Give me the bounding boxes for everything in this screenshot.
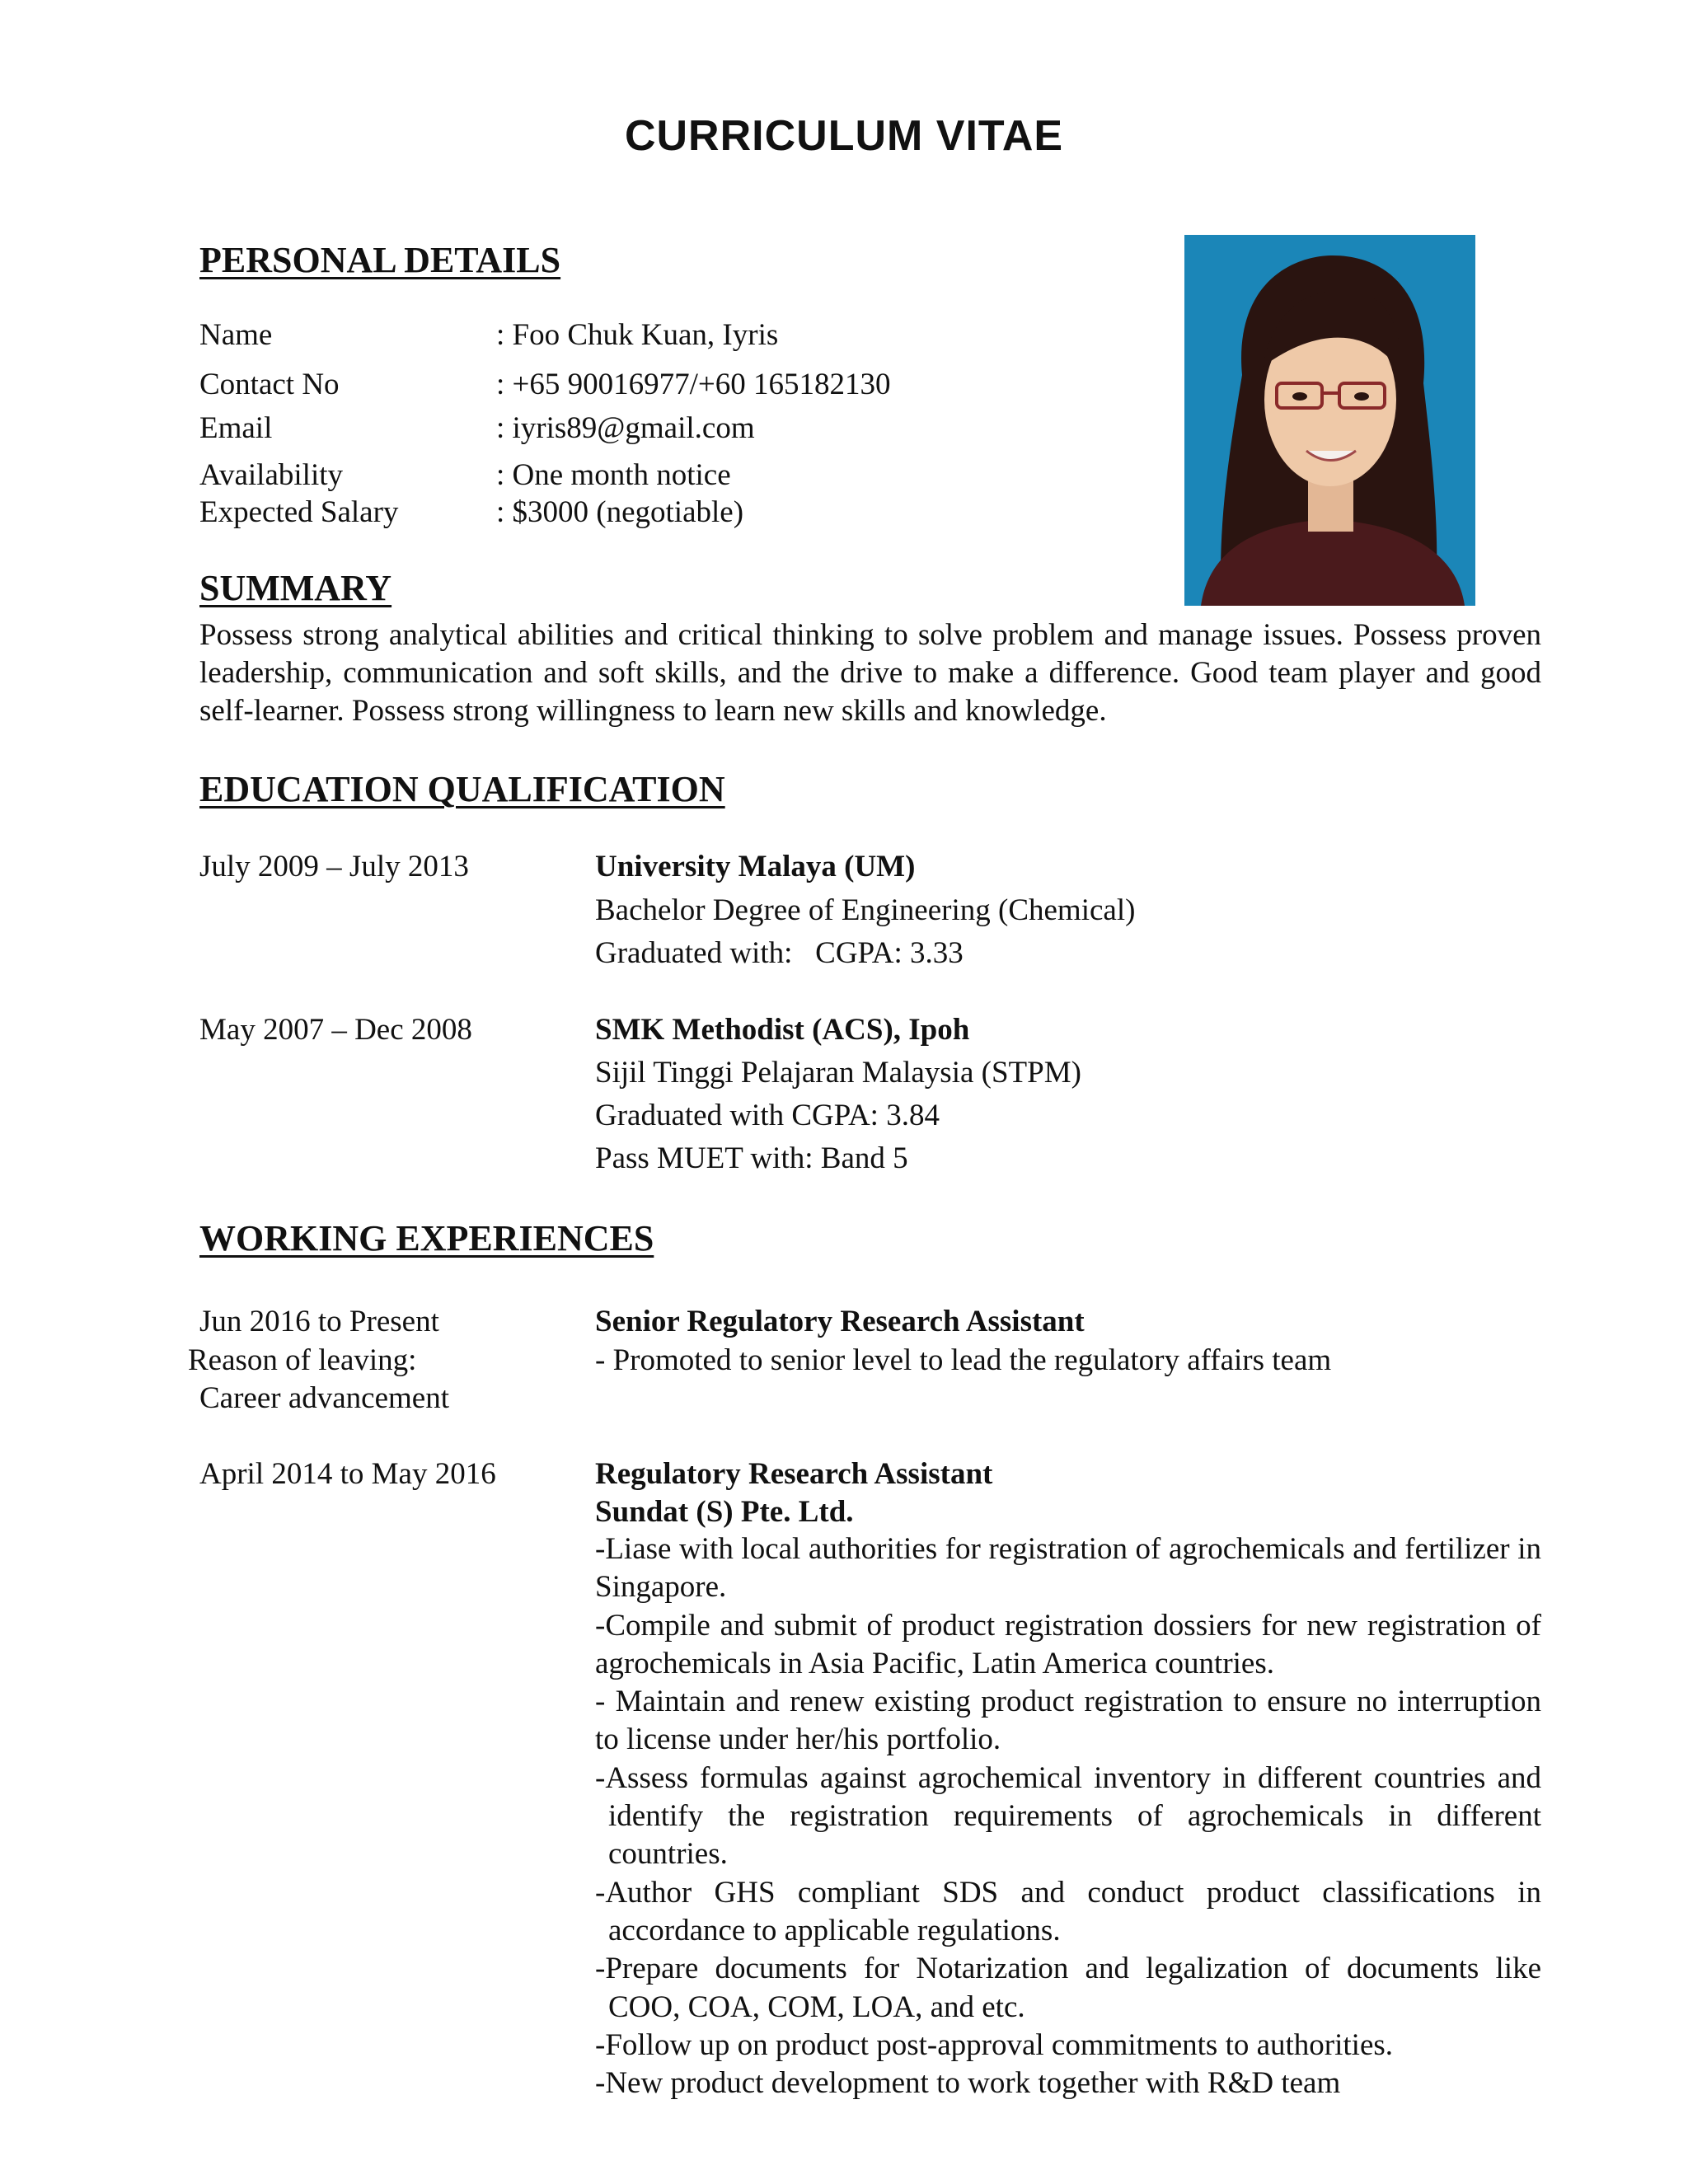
summary-heading: SUMMARY bbox=[199, 568, 392, 608]
email-value: : iyris89@gmail.com bbox=[496, 411, 755, 445]
education-detail: Bachelor Degree of Engineering (Chemical) bbox=[595, 893, 1136, 927]
duties-list bbox=[595, 1530, 1541, 2102]
salary-label: Expected Salary bbox=[199, 495, 399, 529]
personal-details-heading: PERSONAL DETAILS bbox=[199, 240, 561, 280]
job-dates: Jun 2016 to Present bbox=[199, 1305, 439, 1338]
availability-label: Availability bbox=[199, 458, 343, 492]
education-detail: Sijil Tinggi Pelajaran Malaysia (STPM) bbox=[595, 1056, 1081, 1090]
job-duty: -Follow up on product post-approval commitments to authorities. bbox=[595, 2027, 1394, 2062]
job-duty: -Assess formulas against agrochemical inventory in different countries and identify the registration requirements of agrochemicals in different countries. bbox=[595, 1760, 1541, 1872]
job-duty: -Prepare documents for Notarization and legalization of documents like COO, COA, COM, LOA, and etc. bbox=[595, 1952, 1541, 2024]
experience-heading: WORKING EXPERIENCES bbox=[199, 1218, 654, 1258]
job-title: Regulatory Research Assistant bbox=[595, 1457, 993, 1491]
company-name: Sundat (S) Pte. Ltd. bbox=[595, 1495, 854, 1529]
job-title: Senior Regulatory Research Assistant bbox=[595, 1305, 1085, 1338]
contact-label: Contact No bbox=[199, 368, 340, 401]
profile-photo bbox=[1184, 235, 1475, 606]
job-duty: - Maintain and renew existing product registration to ensure no interruption to license under her/his portfolio. bbox=[595, 1685, 1541, 1757]
job-duty: - Promoted to senior level to lead the regulatory affairs team bbox=[595, 1343, 1332, 1377]
education-institution: University Malaya (UM) bbox=[595, 850, 916, 883]
job-duty: -Author GHS compliant SDS and conduct product classifications in accordance to applicable regulations. bbox=[595, 1875, 1541, 1947]
education-dates: May 2007 – Dec 2008 bbox=[199, 1013, 472, 1047]
summary-text: Possess strong analytical abilities and critical thinking to solve problem and manage issues. Possess proven leadership, communication and soft skills, and the drive to make a difference. Good team player and good self-learner. Possess strong willingness to learn new skills and knowledge. bbox=[199, 618, 1541, 728]
reason-value: Career advancement bbox=[199, 1381, 450, 1415]
email-label: Email bbox=[199, 411, 273, 445]
education-detail: Graduated with CGPA: 3.84 bbox=[595, 1099, 940, 1132]
education-detail: Pass MUET with: Band 5 bbox=[595, 1141, 908, 1175]
job-duty: -Compile and submit of product registration dossiers for new registration of agrochemicals in Asia Pacific, Latin America countries. bbox=[595, 1608, 1541, 1680]
name-label: Name bbox=[199, 318, 273, 352]
education-detail: Graduated with: CGPA: 3.33 bbox=[595, 936, 964, 970]
availability-value: : One month notice bbox=[496, 458, 731, 492]
job-dates: April 2014 to May 2016 bbox=[199, 1457, 496, 1491]
education-heading: EDUCATION QUALIFICATION bbox=[199, 769, 725, 809]
job-duty: -New product development to work together with R&D team bbox=[595, 2066, 1341, 2101]
job-duty: -Liase with local authorities for registration of agrochemicals and fertilizer in Singapore. bbox=[595, 1532, 1541, 1605]
reason-label: Reason of leaving: bbox=[188, 1343, 417, 1377]
education-dates: July 2009 – July 2013 bbox=[199, 850, 469, 883]
salary-value: : $3000 (negotiable) bbox=[496, 495, 744, 529]
document-title: CURRICULUM VITAE bbox=[624, 112, 1064, 160]
name-value: : Foo Chuk Kuan, Iyris bbox=[496, 318, 779, 352]
education-institution: SMK Methodist (ACS), Ipoh bbox=[595, 1013, 970, 1047]
contact-value: : +65 90016977/+60 165182130 bbox=[496, 368, 891, 401]
